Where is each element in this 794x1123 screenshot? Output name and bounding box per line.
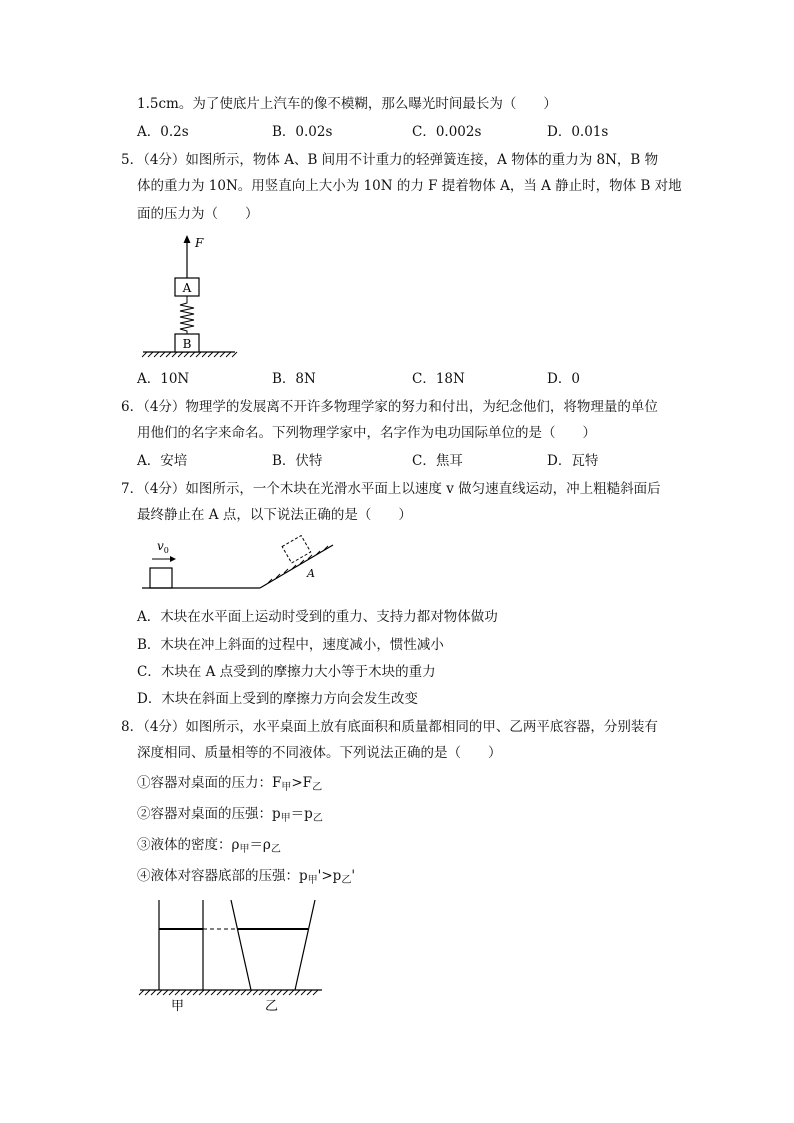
q7-text-line1: 7．（4分）如图所示，一个木块在光滑水平面上以速度 v 做匀速直线运动，冲上粗糙斜面后: [121, 481, 661, 497]
q8-statement-2: ②容器对桌面的压强：$p_甲=p_乙$: [137, 806, 323, 824]
q8-statement-1: ①容器对桌面的压力：$F_甲>F_乙$: [137, 775, 323, 793]
q5-text-line2: 体的重力为 10N。用竖直向上大小为 10N 的力 F 提着物体 A，当 A 静止时，物体 B 对地: [137, 178, 682, 194]
block-a-label: A: [182, 281, 192, 295]
q6-option-a[interactable]: A．安培: [137, 453, 188, 469]
container-yi-label: 乙: [265, 999, 279, 1014]
q5-option-b[interactable]: B．8N: [272, 371, 316, 387]
q5-option-a[interactable]: A．10N: [137, 371, 190, 387]
container-yi-right-wall: [295, 900, 315, 990]
q4-option-a[interactable]: A．0.2s: [137, 124, 189, 140]
q7-option-c[interactable]: C．木块在 A 点受到的摩擦力大小等于木块的重力: [137, 664, 436, 680]
q4-option-d[interactable]: D．0.01s: [547, 124, 609, 140]
q8-statement-4: ④液体对容器底部的压强：$p_甲'>p_乙'$: [137, 868, 356, 886]
q8-statement-3: ③液体的密度：$\rho_甲=\rho_乙$: [137, 837, 281, 855]
container-yi-left-wall: [231, 900, 251, 990]
velocity-label: $v_0$: [157, 539, 169, 555]
q7-option-a[interactable]: A．木块在水平面上运动时受到的重力、支持力都对物体做功: [137, 609, 498, 625]
q5-option-c[interactable]: C．18N: [412, 371, 465, 387]
q6-option-c[interactable]: C．焦耳: [412, 453, 463, 469]
spring: [180, 296, 194, 334]
q8-text-line1: 8．（4分）如图所示，水平桌面上放有底面积和质量都相同的甲、乙两平底容器，分别装有: [121, 719, 658, 735]
q6-text-line1: 6．（4分）物理学的发展离不开许多物理学家的努力和付出，为纪念他们，将物理量的单位: [121, 399, 658, 415]
q7-option-d[interactable]: D．木块在斜面上受到的摩擦力方向会发生改变: [137, 691, 418, 707]
q6-option-d[interactable]: D．瓦特: [547, 453, 599, 469]
force-label: F: [195, 236, 204, 250]
q8-text-line2: 深度相同、质量相等的不同液体。下列说法正确的是（ ）: [137, 745, 502, 761]
wood-block: [150, 568, 172, 588]
q5-spring-figure: [135, 230, 245, 360]
q5-text-line1: 5．（4分）如图所示，物体 A、B 间用不计重力的轻弹簧连接，A 物体的重力为 8N，B 物: [121, 152, 659, 168]
q7-option-b[interactable]: B．木块在冲上斜面的过程中，速度减小，惯性减小: [137, 637, 444, 653]
container-jia-label: 甲: [171, 999, 185, 1014]
q4-option-b[interactable]: B．0.02s: [272, 124, 333, 140]
q8-containers-figure: [138, 897, 328, 1022]
q4-option-c[interactable]: C．0.002s: [412, 124, 482, 140]
block-b-label: B: [182, 337, 192, 351]
q7-text-line2: 最终静止在 A 点，以下说法正确的是（ ）: [137, 507, 412, 523]
point-a-label: A: [307, 567, 315, 580]
q6-option-b[interactable]: B．伏特: [272, 453, 323, 469]
q6-text-line2: 用他们的名字来命名。下列物理学家中，名字作为电功国际单位的是（ ）: [137, 425, 596, 441]
q4-text-line1: 1.5cm。为了使底片上汽车的像不模糊，那么曝光时间最长为（ ）: [137, 96, 557, 112]
q5-text-line3: 面的压力为（ ）: [137, 206, 259, 222]
q7-incline-figure: [140, 535, 350, 605]
dashed-block: [282, 536, 311, 563]
q5-option-d[interactable]: D．0: [547, 371, 580, 387]
